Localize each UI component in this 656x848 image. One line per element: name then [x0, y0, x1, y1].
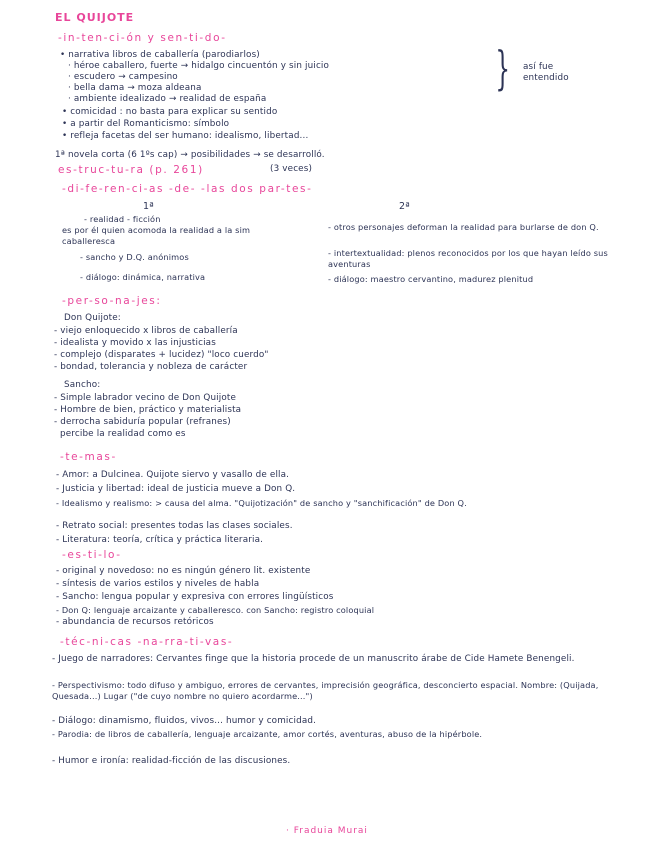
quijote-item-2: - idealista y movido x las injusticias — [54, 338, 216, 348]
part2-item-1: - otros personajes deforman la realidad para burlarse de don Q. — [328, 222, 599, 232]
technique-item-5: - Humor e ironía: realidad-ficción de las discusiones. — [52, 756, 291, 766]
part1-item-1: - realidad - ficción — [84, 214, 161, 224]
part1-item-2: es por él quien acomoda la realidad a la sim caballeresca — [62, 225, 251, 246]
quijote-item-4: - bondad, tolerancia y nobleza de carácter — [54, 362, 248, 372]
style-item-3: - Sancho: lengua popular y expresiva con errores lingüísticos — [56, 592, 334, 602]
style-heading: -es-ti-lo- — [62, 549, 122, 561]
theme-item-2: - Justicia y libertad: ideal de justicia mueve a Don Q. — [56, 484, 296, 494]
intro-line-7: • a partir del Romanticismo: símbolo — [62, 119, 230, 129]
themes-heading: -te-mas- — [60, 451, 117, 463]
part1-label: 1ª — [143, 201, 154, 212]
technique-item-4: - Parodia: de libros de caballería, lenguaje arcaizante, amor cortés, aventuras, abuso de la hipérbole. — [52, 729, 483, 739]
quijote-item-1: - viejo enloquecido x libros de caballería — [54, 326, 238, 336]
intro-line-3: · escudero → campesino — [68, 72, 178, 82]
sancho-label: Sancho: — [64, 380, 101, 390]
intro-heading: -in-ten-ci-ón y sen-ti-do- — [58, 32, 227, 44]
technique-item-2: - Perspectivismo: todo difuso y ambiguo, errores de cervantes, imprecisión geográfica, desconcierto espacial. Nombre: (Quijada, Quesada...) Lugar ("de cuyo nombre no quiero acordarme...") — [52, 680, 599, 701]
sancho-item-3: - derrocha sabiduría popular (refranes) — [54, 417, 231, 427]
part2-item-2: - intertextualidad: plenos reconocidos por los que hayan leído sus aventuras — [328, 248, 608, 269]
part2-item-3: - diálogo: maestro cervantino, madurez plenitud — [328, 274, 534, 284]
quijote-label: Don Quijote: — [64, 313, 121, 323]
theme-item-4: - Retrato social: presentes todas las clases sociales. — [56, 521, 293, 531]
intro-line-4: · bella dama → moza aldeana — [68, 83, 202, 93]
technique-item-3: - Diálogo: dinamismo, fluidos, vivos... humor y comicidad. — [52, 716, 317, 726]
technique-item-1: - Juego de narradores: Cervantes finge que la historia procede de un manuscrito árabe de Cide Hamete Benengeli. — [52, 654, 575, 664]
brace-mark: } — [495, 41, 510, 95]
theme-item-5: - Literatura: teoría, crítica y práctica literaria. — [56, 535, 264, 545]
style-item-2: - síntesis de varios estilos y niveles de habla — [56, 579, 260, 589]
quijote-item-3: - complejo (disparates + lucidez) "loco cuerdo" — [54, 350, 269, 360]
part1-item-3: - sancho y D.Q. anónimos — [80, 252, 189, 262]
signature: · Fraduia Murai — [286, 826, 368, 836]
intro-line-8: • refleja facetas del ser humano: idealismo, libertad... — [62, 131, 309, 141]
style-item-5: - abundancia de recursos retóricos — [56, 617, 214, 627]
theme-item-1: - Amor: a Dulcinea. Quijote siervo y vasallo de ella. — [56, 470, 290, 480]
intro-line-5: · ambiente idealizado → realidad de españa — [68, 94, 267, 104]
intro-line-6: • comicidad : no basta para explicar su sentido — [62, 107, 278, 117]
structure-heading: es-truc-tu-ra (p. 261) — [58, 164, 204, 176]
part2-label: 2ª — [399, 201, 410, 212]
intro-line-2: · héroe caballero, fuerte → hidalgo cincuentón y sin juicio — [68, 61, 330, 71]
characters-heading: -per-so-na-jes: — [62, 295, 162, 307]
style-item-1: - original y novedoso: no es ningún género lit. existente — [56, 566, 311, 576]
page-title: EL QUIJOTE — [55, 11, 135, 24]
style-item-4: - Don Q: lenguaje arcaizante y caballeresco. con Sancho: registro coloquial — [56, 605, 375, 615]
intro-side-note: así fue entendido — [523, 62, 569, 83]
techniques-heading: -téc-ni-cas -na-rra-ti-vas- — [60, 636, 234, 648]
differences-heading: -di-fe-ren-ci-as -de- -las dos par-tes- — [62, 183, 313, 195]
sancho-item-2: - Hombre de bien, práctico y materialista — [54, 405, 242, 415]
novel-line: 1ª novela corta (6 1ºs cap) → posibilidades → se desarrolló. — [55, 150, 325, 160]
sancho-item-4: percibe la realidad como es — [60, 429, 186, 439]
structure-note: (3 veces) — [270, 164, 313, 174]
sancho-item-1: - Simple labrador vecino de Don Quijote — [54, 393, 237, 403]
part1-item-4: - diálogo: dinámica, narrativa — [80, 272, 206, 282]
intro-line-1: • narrativa libros de caballería (parodiarlos) — [60, 50, 260, 60]
theme-item-3: - Idealismo y realismo: > causa del alma. "Quijotización" de sancho y "sanchificación" de Don Q. — [56, 498, 467, 508]
